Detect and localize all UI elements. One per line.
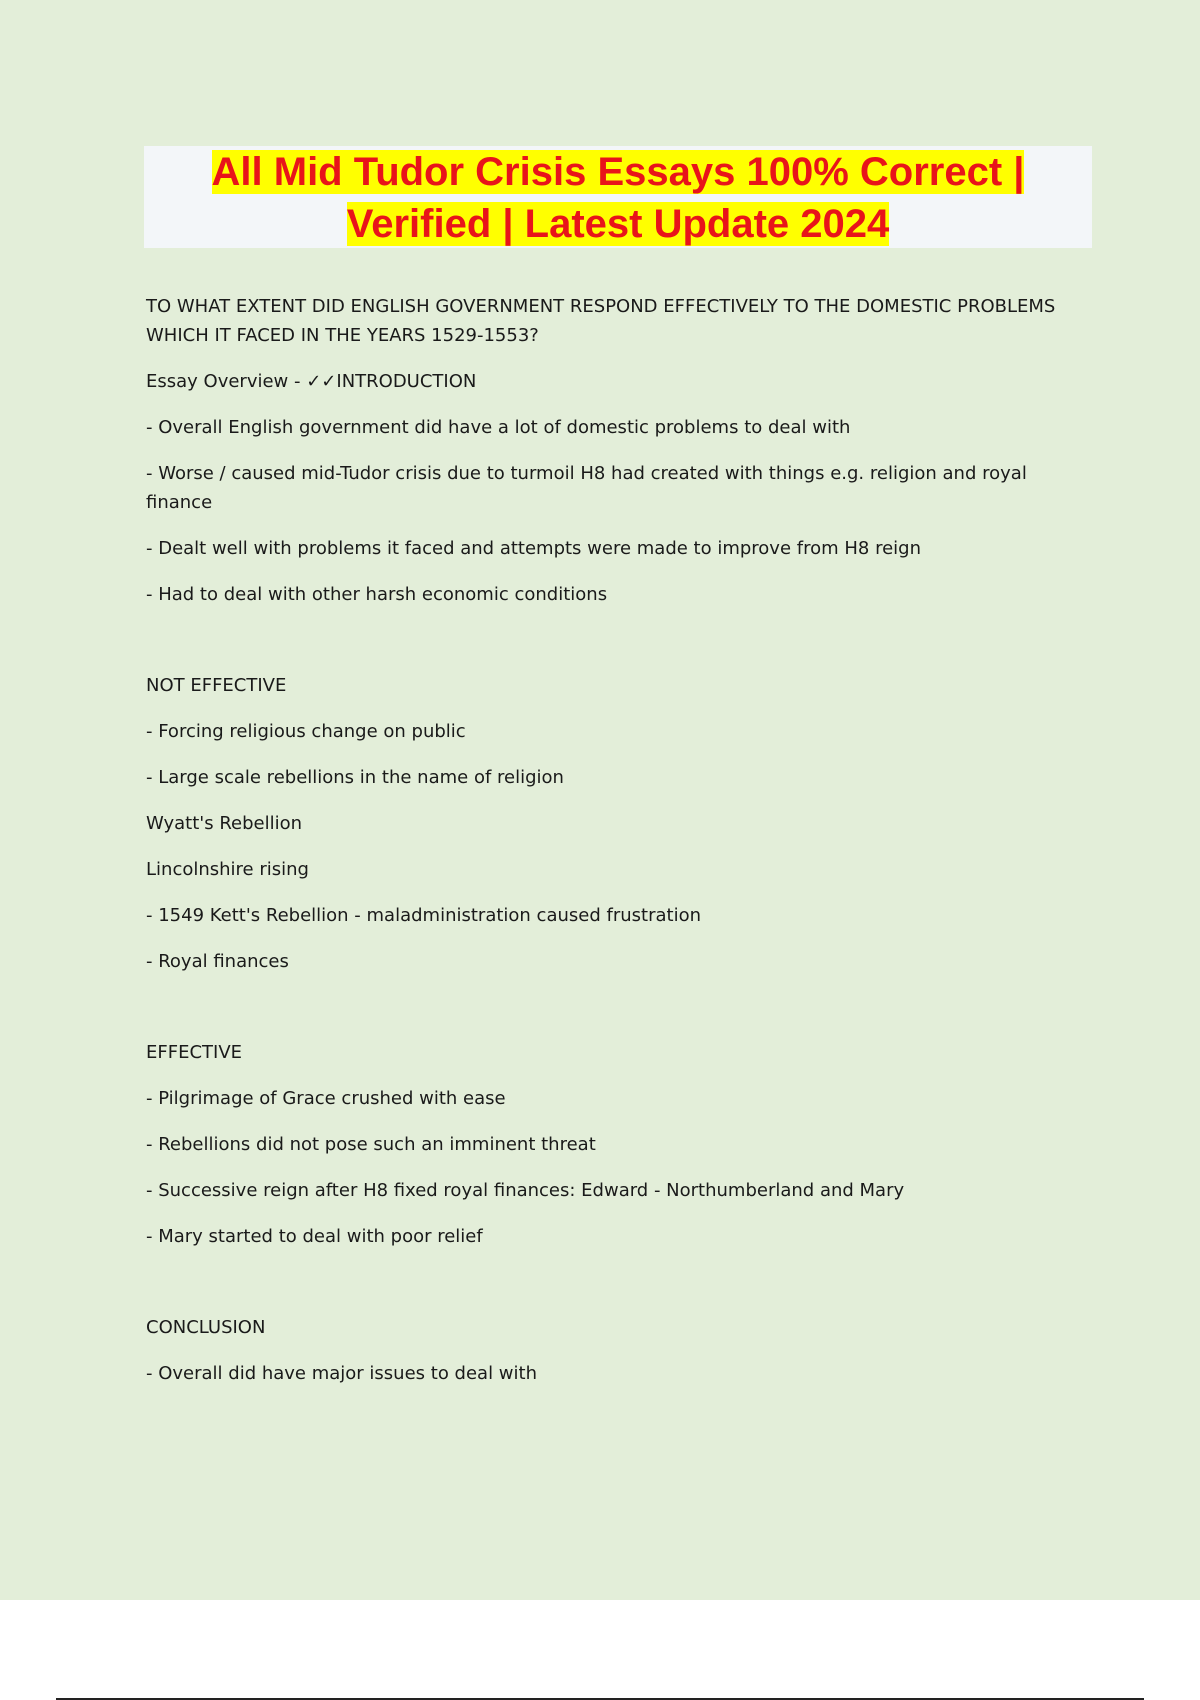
section-spacer xyxy=(146,1268,1066,1313)
title-line-1: All Mid Tudor Crisis Essays 100% Correct | xyxy=(211,150,1025,194)
conclusion-point: - Overall did have major issues to deal with xyxy=(146,1363,537,1384)
not-effective-point: Wyatt's Rebellion xyxy=(146,813,303,834)
intro-point: - Dealt well with problems it faced and attempts were made to improve from H8 reign xyxy=(146,538,921,559)
not-effective-point: - 1549 Kett's Rebellion - maladministration caused frustration xyxy=(146,905,701,926)
section-heading-effective: EFFECTIVE xyxy=(146,1042,243,1063)
section-heading-not-effective: NOT EFFECTIVE xyxy=(146,675,287,696)
section-spacer xyxy=(146,993,1066,1038)
document-body xyxy=(146,292,1066,1405)
title-line-2: Verified | Latest Update 2024 xyxy=(346,202,890,246)
intro-point: - Had to deal with other harsh economic conditions xyxy=(146,584,608,605)
intro-point: - Worse / caused mid-Tudor crisis due to turmoil H8 had created with things e.g. religion and royal finance xyxy=(146,463,1027,513)
section-heading-conclusion: CONCLUSION xyxy=(146,1317,266,1338)
not-effective-point: - Forcing religious change on public xyxy=(146,721,466,742)
title-banner xyxy=(144,146,1092,248)
intro-point: - Overall English government did have a lot of domestic problems to deal with xyxy=(146,417,851,438)
effective-point: - Pilgrimage of Grace crushed with ease xyxy=(146,1088,506,1109)
effective-point: - Successive reign after H8 fixed royal finances: Edward - Northumberland and Mary xyxy=(146,1180,905,1201)
effective-point: - Mary started to deal with poor relief xyxy=(146,1226,483,1247)
effective-point: - Rebellions did not pose such an imminent threat xyxy=(146,1134,596,1155)
not-effective-point: Lincolnshire rising xyxy=(146,859,309,880)
not-effective-point: - Large scale rebellions in the name of religion xyxy=(146,767,564,788)
overview-label: Essay Overview - ✓✓INTRODUCTION xyxy=(146,371,477,392)
section-spacer xyxy=(146,626,1066,671)
document-title xyxy=(144,146,1092,250)
not-effective-point: - Royal finances xyxy=(146,951,289,972)
essay-question: TO WHAT EXTENT DID ENGLISH GOVERNMENT RESPOND EFFECTIVELY TO THE DOMESTIC PROBLEMS WHICH IT FACED IN THE YEARS 1529-1553? xyxy=(146,296,1056,346)
